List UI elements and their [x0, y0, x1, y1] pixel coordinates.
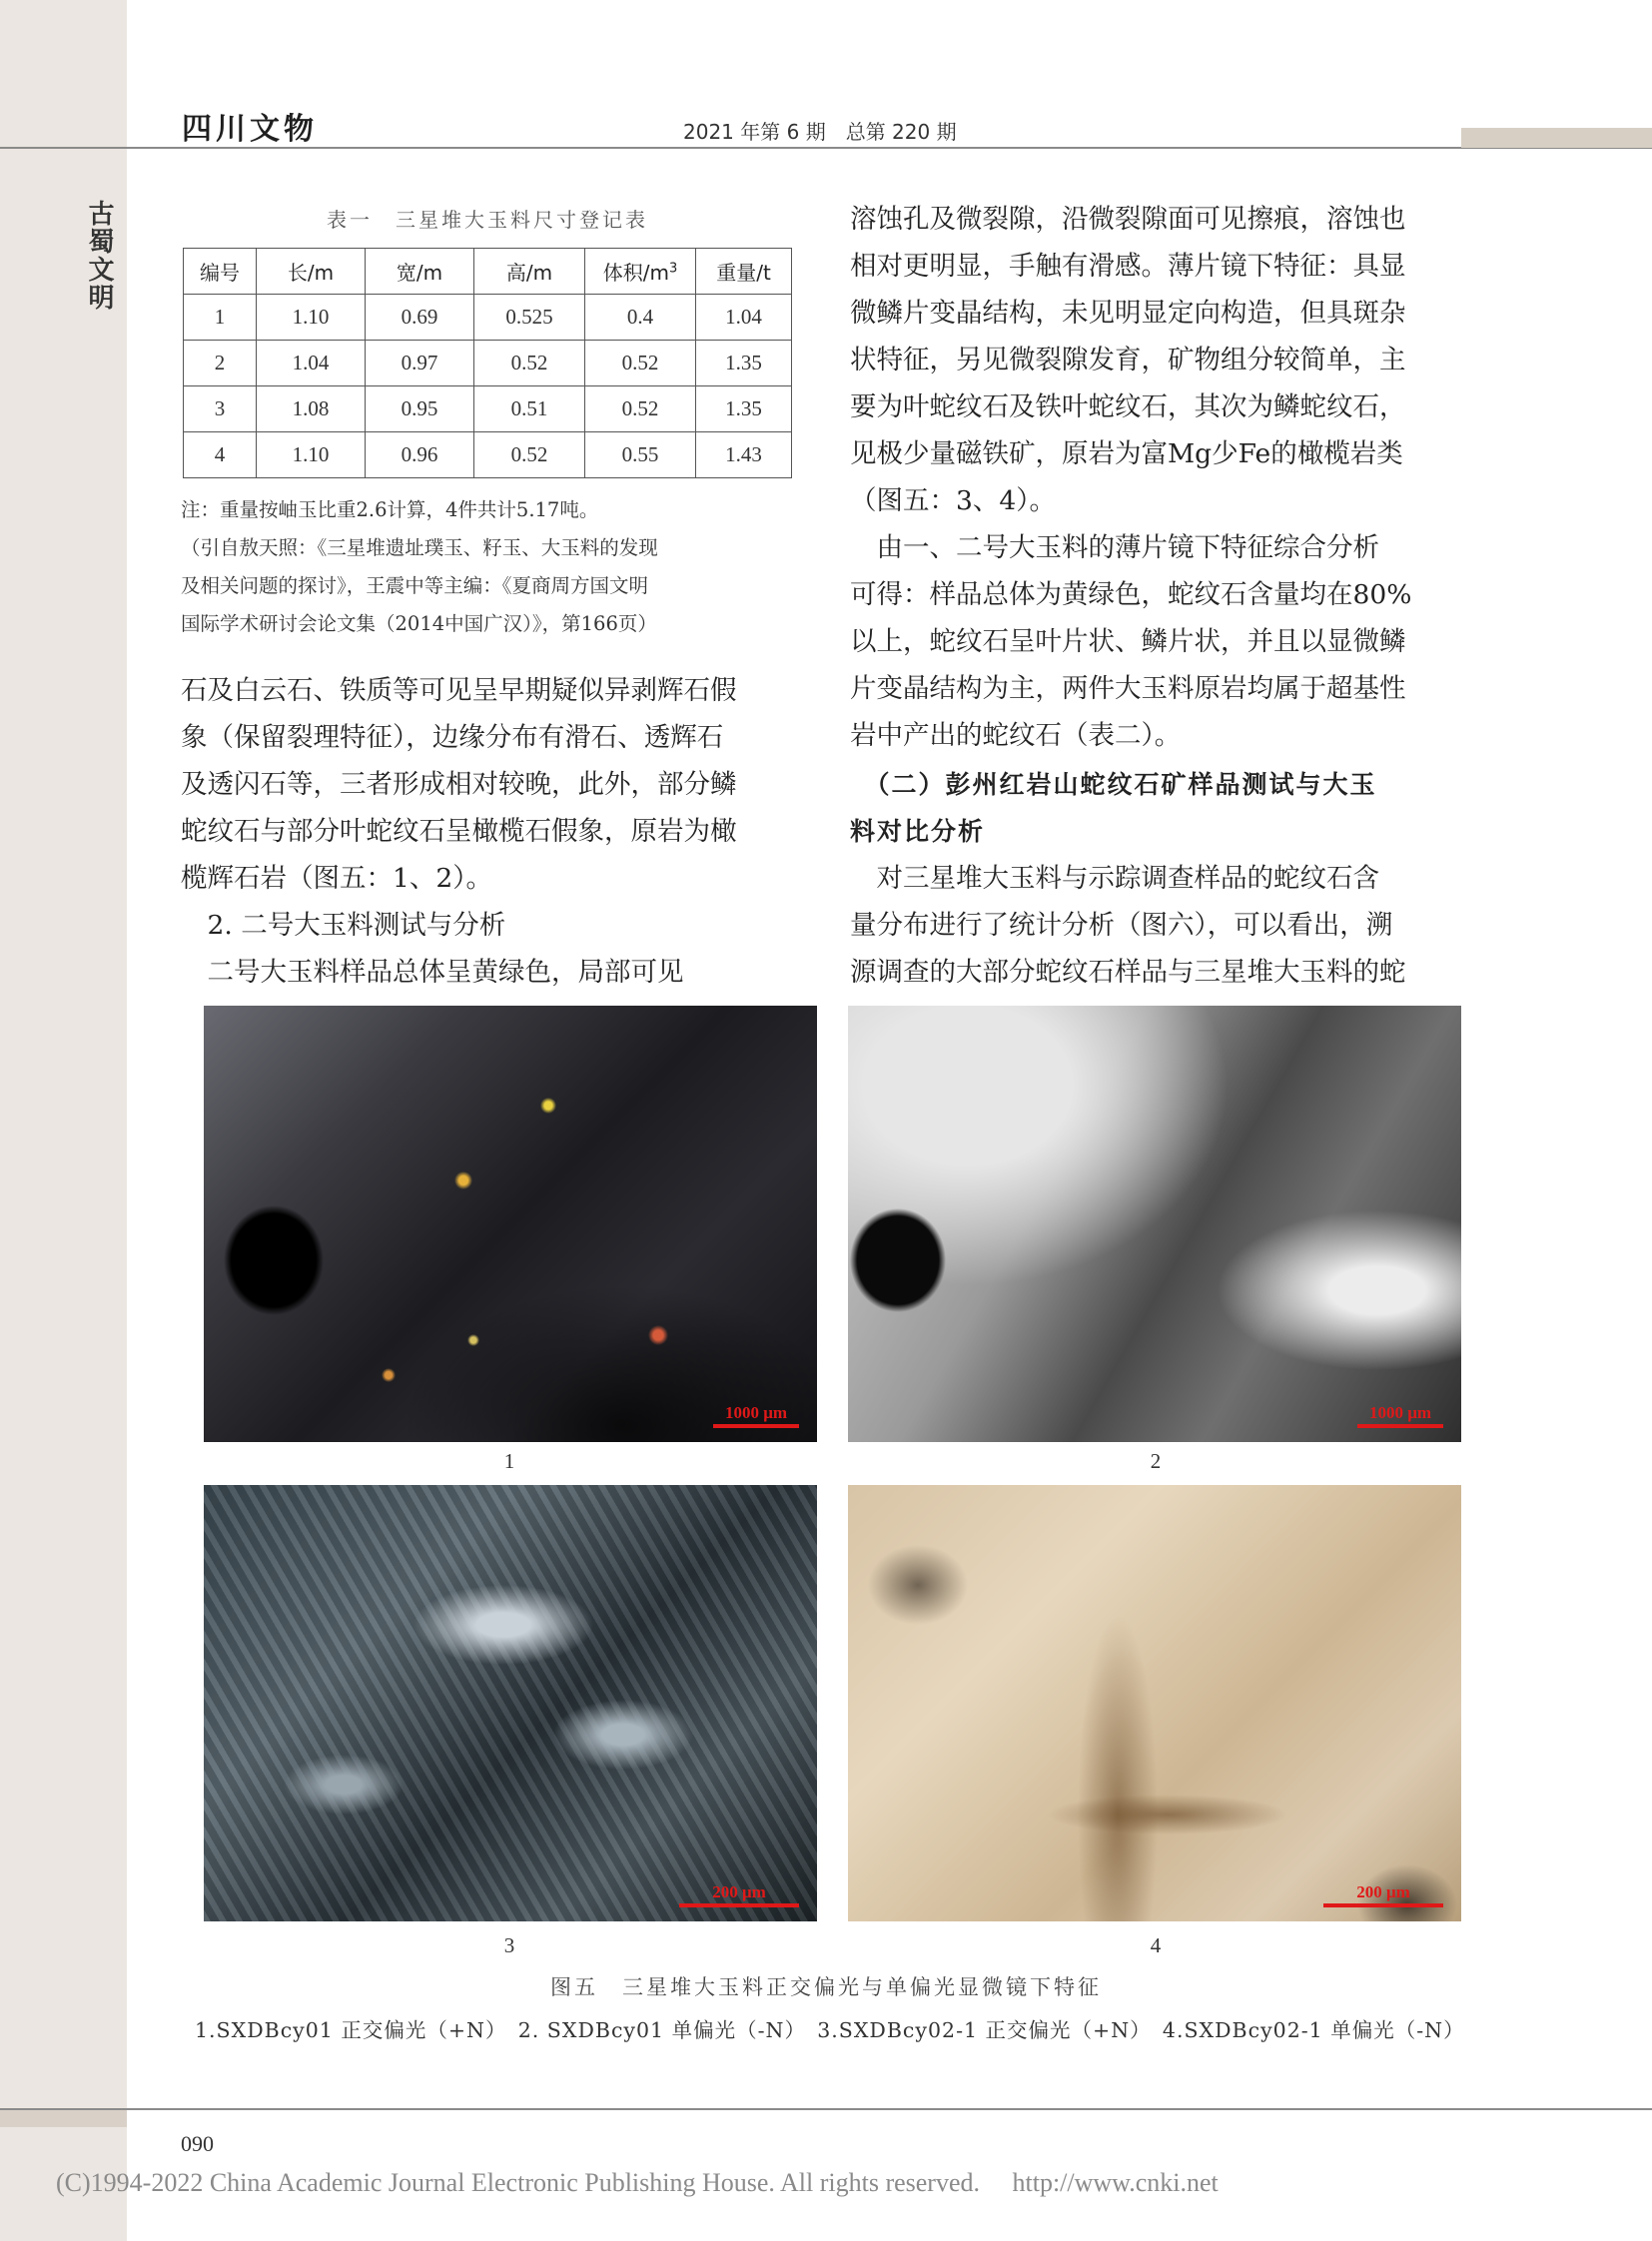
photo-label-1: 1 — [503, 1449, 515, 1473]
cell: 0.69 — [366, 295, 474, 341]
header-accent-bar — [1461, 128, 1652, 148]
cell: 1 — [184, 295, 257, 341]
copyright-notice: (C)1994-2022 China Academic Journal Electronic Publishing House. All rights reserved. http://www.cnki.net — [56, 2168, 1219, 2197]
col-header-length: 长/m — [257, 249, 366, 295]
journal-logo: 四川文物 — [182, 112, 318, 147]
section-heading: 2. 二号大玉料测试与分析 — [181, 910, 506, 941]
body-text-line: 石及白云石、铁质等可见呈早期疑似异剥辉石假 — [181, 675, 737, 706]
cell: 0.51 — [474, 386, 585, 432]
cell: 1.10 — [257, 295, 366, 341]
cell: 4 — [184, 432, 257, 478]
body-text-line: 溶蚀孔及微裂隙，沿微裂隙面可见擦痕，溶蚀也 — [850, 204, 1406, 235]
micrograph-1-crossed-polarized — [204, 1006, 817, 1442]
table-note-line: 国际学术研讨会论文集（2014中国广汉）》，第166页） — [181, 612, 657, 635]
body-text-line: 微鳞片变晶结构，未见明显定向构造，但具斑杂 — [850, 298, 1406, 329]
col-header-height: 高/m — [474, 249, 585, 295]
micrograph-3-crossed-polarized — [204, 1485, 817, 1921]
table-note-line: （引自敖天照：《三星堆遗址璞玉、籽玉、大玉料的发现 — [181, 536, 658, 559]
page-number: 090 — [181, 2131, 214, 2156]
body-text-line: 相对更明显，手触有滑感。薄片镜下特征：具显 — [850, 251, 1406, 282]
body-text-line: （图五：3、4）。 — [850, 485, 1056, 516]
col-header-id: 编号 — [184, 249, 257, 295]
left-margin-strip — [0, 0, 127, 2241]
photo-label-4: 4 — [1150, 1933, 1162, 1957]
body-text-line: 片变晶结构为主，两件大玉料原岩均属于超基性 — [850, 673, 1406, 704]
body-text-line: 对三星堆大玉料与示踪调查样品的蛇纹石含 — [850, 863, 1379, 894]
issue-info: 2021 年第 6 期 总第 220 期 — [683, 120, 957, 144]
cell: 2 — [184, 341, 257, 386]
col-header-volume: 体积$/m^3$ — [585, 249, 696, 295]
body-text-line: 要为叶蛇纹石及铁叶蛇纹石，其次为鳞蛇纹石， — [850, 391, 1406, 422]
body-text-line: 岩中产出的蛇纹石（表二）。 — [850, 720, 1182, 751]
table-row — [184, 341, 792, 386]
cell: 1.04 — [696, 295, 792, 341]
col-header-weight: 重量/t — [696, 249, 792, 295]
cell: 1.04 — [257, 341, 366, 386]
table-title: 表一 三星堆大玉料尺寸登记表 — [327, 208, 648, 232]
cell: 0.52 — [585, 341, 696, 386]
cell: 1.43 — [696, 432, 792, 478]
body-text-line: 蛇纹石与部分叶蛇纹石呈橄榄石假象，原岩为橄 — [181, 816, 737, 847]
cell: 0.52 — [585, 386, 696, 432]
body-text-line: 源调查的大部分蛇纹石样品与三星堆大玉料的蛇 — [850, 957, 1406, 988]
cell: 0.4 — [585, 295, 696, 341]
body-text-line: 象（保留裂理特征），边缘分布有滑石、透辉石 — [181, 722, 724, 753]
table-header-row — [184, 249, 792, 295]
body-text-line: 可得：样品总体为黄绿色，蛇纹石含量均在80% — [850, 579, 1412, 610]
scale-bar: 1000 μm — [713, 1403, 799, 1428]
cell: 3 — [184, 386, 257, 432]
body-text-line: 量分布进行了统计分析（图六），可以看出，溯 — [850, 910, 1393, 941]
body-text-line: 状特征，另见微裂隙发育，矿物组分较简单，主 — [850, 345, 1406, 375]
cell: 0.525 — [474, 295, 585, 341]
footer-rule — [0, 2108, 1652, 2110]
body-text-line: 由一、二号大玉料的薄片镜下特征综合分析 — [850, 532, 1379, 563]
left-margin-footer-band — [0, 2109, 127, 2127]
body-text-line: 榄辉石岩（图五：1、2）。 — [181, 863, 492, 894]
subsection-heading: 料对比分析 — [850, 817, 986, 846]
micrograph-2-plane-polarized — [848, 1006, 1461, 1442]
figure-caption: 1.SXDBcy01 正交偏光（+N） 2. SXDBcy01 单偏光（-N） 3.SXDBcy02-1 正交偏光（+N） 4.SXDBcy02-1 单偏光（-N） — [195, 2018, 1465, 2042]
table-row — [184, 295, 792, 341]
cell: 1.35 — [696, 341, 792, 386]
body-text-line: 以上，蛇纹石呈叶片状、鳞片状，并且以显微鳞 — [850, 626, 1406, 657]
photo-label-3: 3 — [503, 1933, 515, 1957]
cell: 0.95 — [366, 386, 474, 432]
subsection-heading: （二）彭州红岩山蛇纹石矿样品测试与大玉 — [850, 770, 1377, 799]
cell: 0.52 — [474, 341, 585, 386]
jade-size-table — [183, 248, 792, 478]
scale-bar: 200 μm — [679, 1882, 799, 1907]
header-rule — [0, 147, 1652, 149]
photo-label-2: 2 — [1150, 1449, 1162, 1473]
body-text-line: 见极少量磁铁矿，原岩为富Mg少Fe的橄榄岩类 — [850, 438, 1403, 469]
cell: 0.52 — [474, 432, 585, 478]
scale-bar: 200 μm — [1323, 1882, 1443, 1907]
cell: 0.97 — [366, 341, 474, 386]
scale-bar: 1000 μm — [1357, 1403, 1443, 1428]
cell: 1.35 — [696, 386, 792, 432]
figure-title: 图五 三星堆大玉料正交偏光与单偏光显微镜下特征 — [550, 1975, 1102, 1999]
table-note-line: 注：重量按岫玉比重2.6计算，4件共计5.17吨。 — [181, 498, 599, 521]
micrograph-4-plane-polarized — [848, 1485, 1461, 1921]
cell: 0.96 — [366, 432, 474, 478]
body-text-line: 二号大玉料样品总体呈黄绿色，局部可见 — [181, 957, 684, 988]
table-row — [184, 386, 792, 432]
cell: 1.08 — [257, 386, 366, 432]
cell: 0.55 — [585, 432, 696, 478]
table-row — [184, 432, 792, 478]
cell: 1.10 — [257, 432, 366, 478]
col-header-width: 宽/m — [366, 249, 474, 295]
section-side-label: 古蜀文明 — [84, 200, 114, 312]
table-note-line: 及相关问题的探讨》，王震中等主编：《夏商周方国文明 — [181, 574, 649, 597]
body-text-line: 及透闪石等，三者形成相对较晚，此外，部分鳞 — [181, 769, 737, 800]
